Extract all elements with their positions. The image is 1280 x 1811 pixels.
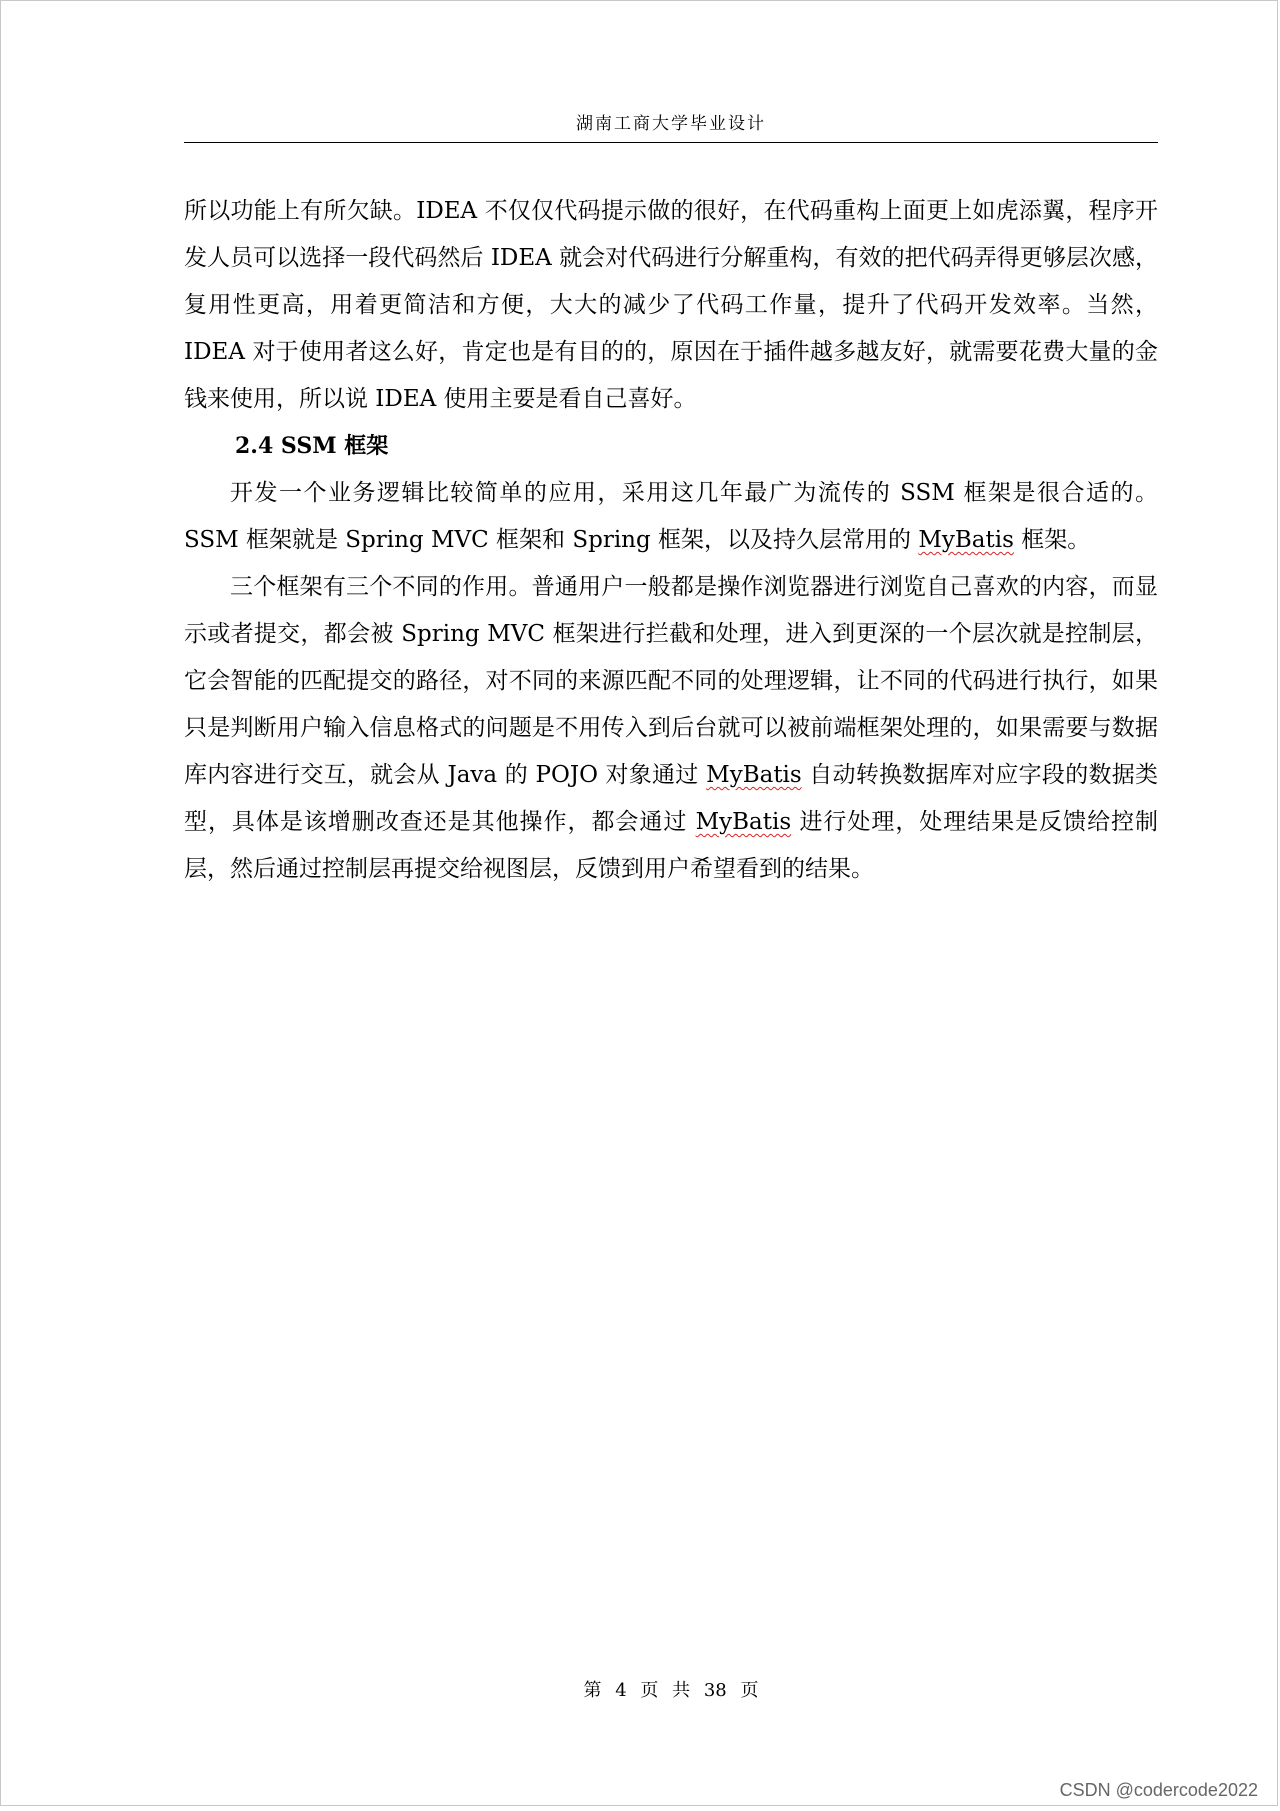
csdn-watermark: CSDN @codercode2022: [1059, 1780, 1258, 1800]
header-divider: [184, 142, 1158, 143]
spellcheck-flagged-term: MyBatis: [706, 762, 802, 788]
paragraph-idea-continued: 所以功能上有所欠缺。IDEA 不仅仅代码提示做的很好，在代码重构上面更上如虎添翼，程序开发人员可以选择一段代码然后 IDEA 就会对代码进行分解重构，有效的把代码弄得更够层次感，复用性更高，用着更简洁和方便，大大的减少了代码工作量，提升了代码开发效率。当然，IDEA 对于使用者这么好，肯定也是有目的的，原因在于插件越多越友好，就需要花费大量的金钱来使用，所以说 IDEA 使用主要是看自己喜好。: [184, 198, 1158, 412]
page-number-footer: 第 4 页 共 38 页: [583, 1680, 759, 1701]
document-body: [184, 188, 1158, 893]
text-run: 开发一个业务逻辑比较简单的应用，采用这几年最广为流传的 SSM 框架是很合适的。SSM 框架就是 Spring MVC 框架和 Spring 框架，以及持久层常用的: [184, 480, 1158, 553]
spellcheck-flagged-term: MyBatis: [918, 527, 1014, 553]
running-header: 湖南工商大学毕业设计: [576, 114, 766, 134]
text-run: 三个框架有三个不同的作用。普通用户一般都是操作浏览器进行浏览自己喜欢的内容，而显示或者提交，都会被 Spring MVC 框架进行拦截和处理，进入到更深的一个层次就是控制层，它会智能的匹配提交的路径，对不同的来源匹配不同的处理逻辑，让不同的代码进行执行，如果只是判断用户输入信息格式的问题是不用传入到后台就可以被前端框架处理的，如果需要与数据库内容进行交互，就会从 Java 的 POJO 对象通过: [184, 574, 1158, 788]
text-run: 自动转换数据库对应字段的数据类型，具体是该增删改查还是其他操作，都会通过: [184, 762, 1158, 835]
text-run: 进行处理，处理结果是反馈给控制层，然后通过控制层再提交给视图层，反馈到用户希望看到的结果。: [184, 809, 1159, 882]
text-run: 框架。: [1013, 527, 1091, 553]
spellcheck-flagged-term: MyBatis: [695, 809, 792, 835]
paragraph-ssm-roles: [184, 564, 1158, 893]
section-heading-ssm: 2.4 SSM 框架: [235, 433, 389, 459]
paragraph-ssm-intro: [184, 470, 1158, 564]
